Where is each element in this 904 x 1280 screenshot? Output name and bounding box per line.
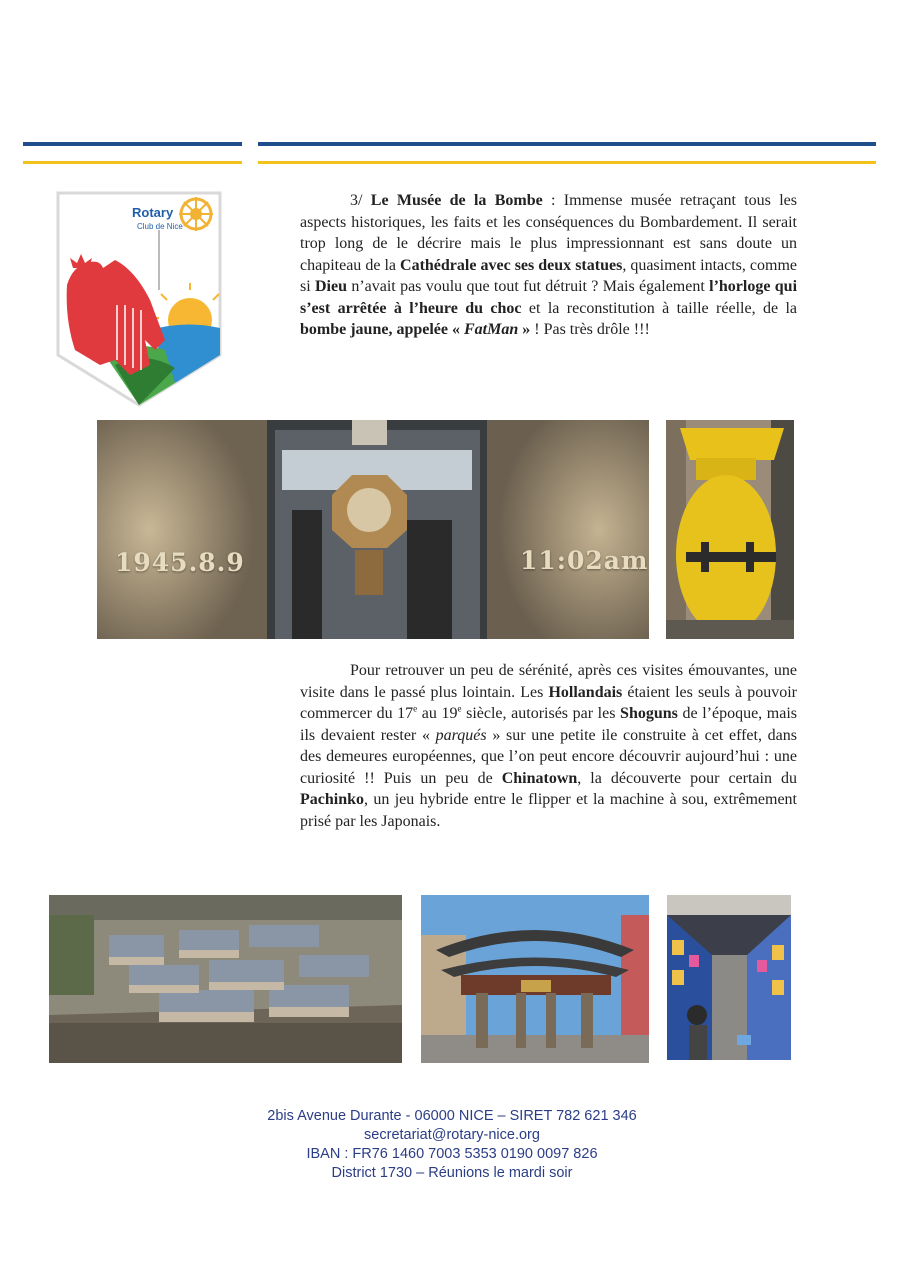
- bold-run: Shoguns: [620, 705, 678, 722]
- text-run: siècle, autorisés par les: [461, 705, 621, 722]
- text-run: ! Pas très drôle !!!: [530, 321, 650, 338]
- bold-run: »: [518, 321, 531, 338]
- header-rule-yellow-left: [23, 161, 242, 164]
- section-dejima-text: [300, 660, 797, 832]
- logo-subtitle: Club de Nice: [137, 222, 183, 231]
- bold-run: bombe jaune, appelée «: [300, 321, 464, 338]
- text-run: de l’époque, mais ils devaient rester «: [300, 705, 797, 744]
- text-run: et la reconstitution à taille réelle, de la: [521, 299, 798, 317]
- section-number: 3/: [350, 192, 363, 209]
- footer-contact: [0, 1107, 904, 1183]
- text-run: n’avait pas voulu que tout fut détruit ? Mais également: [347, 278, 710, 295]
- text-run: , un jeu hybride entre le flipper et la machine à sou, extrêmement prisé par les Japonais.: [300, 791, 797, 830]
- section-bomb-museum-text: [300, 190, 797, 341]
- text-run: , la découverte pour certain du: [577, 769, 798, 787]
- bold-run: Chinatown: [501, 769, 578, 787]
- logo-title: Rotary: [132, 205, 174, 220]
- text-run: » sur une petite ile construite à cet effet, dans des demeures européennes, que l’on peut encore découvrir aujourd’hui : une curiosité !! Puis un peu de: [300, 726, 798, 787]
- photo-pachinko: [667, 895, 791, 1060]
- clock-time-label: 11:02am: [520, 546, 649, 575]
- bold-run: Hollandais: [548, 683, 623, 701]
- italic-run: parqués: [435, 726, 487, 744]
- text-run: : Immense musée retraçant tous les aspects historiques, les faits et les conséquences du Bombardement. Il serait trop long de le décrire mais le plus impressionnant est sans doute un chapiteau de la: [300, 192, 798, 274]
- superscript: e: [413, 703, 418, 714]
- bold-run: Cathédrale avec ses deux statues: [400, 256, 623, 274]
- header-rule-blue-right: [258, 142, 876, 146]
- clock-date-label: 1945.8.9: [115, 548, 245, 577]
- superscript: e: [457, 703, 462, 714]
- italic-run: FatMan: [464, 321, 519, 338]
- section-heading: Le Musée de la Bombe: [370, 192, 543, 209]
- bold-run: Pachinko: [300, 791, 365, 808]
- bold-run: l’horloge qui s’est arrêtée à l’heure du choc: [300, 278, 798, 317]
- rotary-club-logo: [55, 190, 223, 408]
- footer-iban: IBAN : FR76 1460 7003 5353 0190 0097 826: [306, 1146, 598, 1162]
- header-rule-yellow-right: [258, 161, 876, 164]
- footer-address: 2bis Avenue Durante - 06000 NICE – SIRET 782 621 346: [267, 1108, 637, 1124]
- text-run: au 19: [417, 705, 458, 722]
- text-run: étaient les seuls à pouvoir commercer du 17: [300, 683, 797, 722]
- footer-email-link[interactable]: secretariat@rotary-nice.org: [364, 1127, 540, 1143]
- photo-dejima-model: [49, 895, 402, 1063]
- footer-district: District 1730 – Réunions le mardi soir: [331, 1165, 573, 1181]
- text-run: , quasiment intacts, comme si: [300, 256, 798, 295]
- photo-stopped-clock: [97, 420, 649, 639]
- photo-chinatown-gate: [421, 895, 649, 1063]
- photo-fatman-bomb: [666, 420, 794, 639]
- header-rule-blue-left: [23, 142, 242, 146]
- bold-run: Dieu: [315, 278, 347, 295]
- text-run: Pour retrouver un peu de sérénité, après ces visites émouvantes, une visite dans le passé plus lointain. Les: [300, 662, 797, 701]
